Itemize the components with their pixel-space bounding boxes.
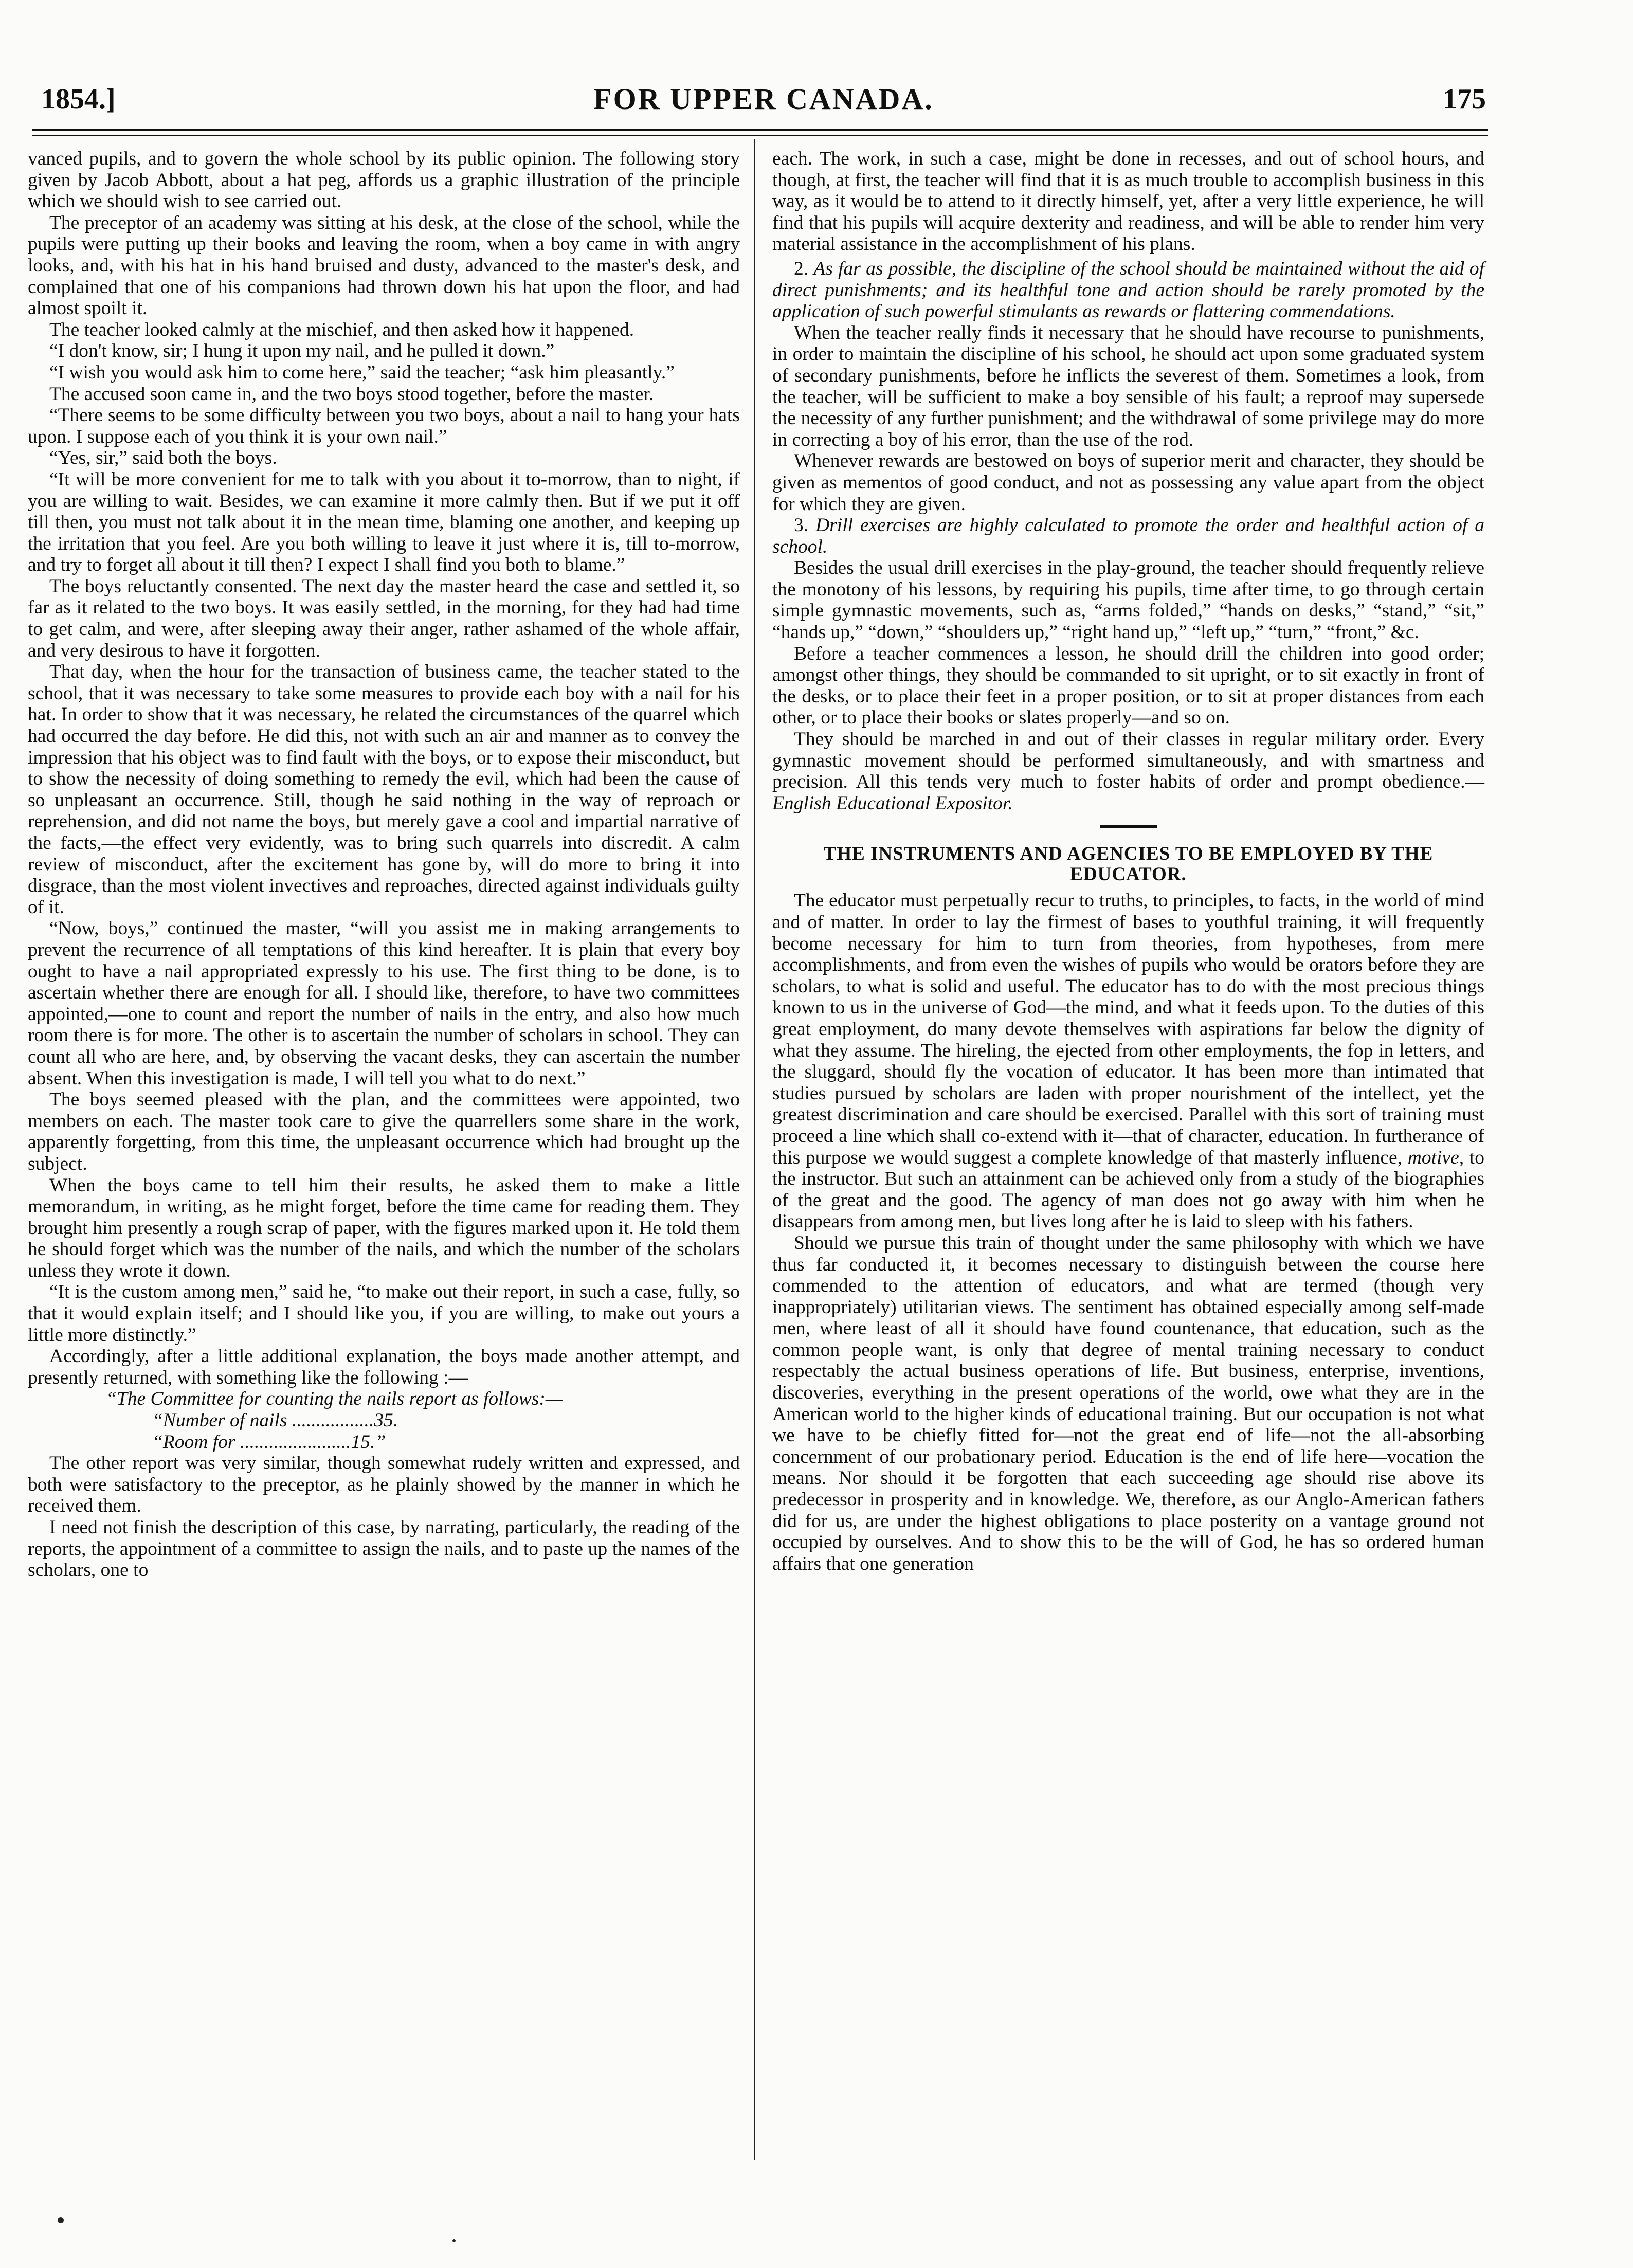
paragraph: vanced pupils, and to govern the whole school by its public opinion. The following story given by Jacob Abbott, about a hat peg, affords us a graphic illustration of the principle which we should wish to see carried out. [28,148,740,212]
paragraph: Besides the usual drill exercises in the play-ground, the teacher should frequently relieve the monotony of his lessons, by requiring his pupils, time after time, to go through certain simple gymnastic movements, such as, “arms folded,” “hands on desks,” “stand,” “sit,” “hands up,” “down,” “shoulders up,” “right hand up,” “left up,” “turn,” “front,” &c. [772,557,1484,643]
page-header [41,81,1486,122]
report-line: “Room for .......................15.” [152,1431,386,1453]
principle-number: 3. [794,515,809,536]
paragraph: The accused soon came in, and the two boys stood together, before the master. [49,383,654,405]
right-column [772,148,1484,1574]
paragraph: The preceptor of an academy was sitting at his desk, at the close of the school, while the pupils were putting up their books and leaving the room, when a boy came in with angry looks, and, with his hat in his hand bruised and dusty, advanced to the master's desk, and complained that one of his companions had thrown down his hat upon the floor, and had almost spoilt it. [28,212,740,319]
paragraph: “I don't know, sir; I hung it upon my nail, and he pulled it down.” [49,340,555,362]
header-rule [32,129,1488,131]
paragraph-text: The educator must perpetually recur to truths, to principles, to facts, in the world of mind and of matter. In order to lay the firmest of bases to youthful training, it will frequently become necessary for him to turn from theories, from hypotheses, from mere accomplishments, and from even the wishes of pupils who would be orators before they are scholars, to what is solid and useful. The educator has to do with the most precious things known to us in the universe of God—the mind, and what it feeds upon. To the duties of this great employment, do many devote themselves with aspirations far below the dignity of what they assume. The hireling, the ejected from other employments, the fop in letters, and the sluggard, should fly the vocation of educator. It has been more than intimated that studies pursued by scholars are laden with proper nourishment of the intellect, yet the greatest discrimination and care should be exercised. Parallel with this sort of training must proceed a line which shall co-extend with it—that of character, education. In furtherance of this purpose we would suggest a complete knowledge of that masterly influence, [772,890,1484,1168]
header-rule-thin [32,135,1488,136]
print-speck [58,2217,64,2223]
paragraph: That day, when the hour for the transaction of business came, the teacher stated to the school, that it was necessary to take some measures to provide each boy with a nail for his hat. In order to show that it was necessary, he related the circumstances of the quarrel which had occurred the day before. He did this, not with such an air and manner as to convey the impression that his object was to find fault with the boys, or to expose their misconduct, but to show the necessity of doing something to remedy the evil, which had been the cause of so unpleasant an occurrence. Still, though he said nothing in the way of reproach or reprehension, and did not name the boys, but merely gave a cool and impartial narrative of the facts,—the effect very evidently, was to bring such quarrels into discredit. A calm review of misconduct, after the excitement has gone by, will do more to bring it into disgrace, than the most violent invectives and reproaches, directed against individuals guilty of it. [28,661,740,918]
source-citation: English Educational Expositor. [772,792,1013,814]
header-page-number: 175 [1443,83,1486,115]
paragraph: Should we pursue this train of thought under the same philosophy with which we have thus far conducted it, it becomes necessary to distinguish between the course here commended to the attention of educators, and what are termed (though very inappropriately) utilitarian views. The sentiment has obtained especially among self-made men, where least of all it should have found countenance, that education, such as the common people want, is only that degree of mental training necessary to conduct respectably the actual business operations of life. But business, enterprise, inventions, discoveries, everything in the present operations of the world, owe what they are in the American world to the higher kinds of educational training. But our occupation is not what we have to be chiefly fitted for—not the great end of life—not the all-absorbing concernment of our probationary period. Education is the end of life here—vocation the means. Nor should it be forgotten that each succeeding age should rise above its predecessor in prosperity and in knowledge. We, therefore, as our Anglo-American fathers did for us, are under the highest obligations to place posterity on a vantage ground not occupied by ourselves. And to show this to be the will of God, he has so ordered human affairs that one generation [772,1232,1484,1574]
emphasis-word: motive, [1407,1147,1464,1168]
paragraph: “Yes, sir,” said both the boys. [49,447,277,469]
principle-text: Drill exercises are highly calculated to promote the order and healthful action of a school. [772,515,1485,557]
paragraph: “It is the custom among men,” said he, “to make out their report, in such a case, fully, so that it would explain itself; and I should like you, if you are willing, to make out yours a little more distinctly.” [28,1281,740,1346]
paragraph: “There seems to be some difficulty between you two boys, about a nail to hang your hats upon. I suppose each of you think it is your own nail.” [28,405,740,447]
principle-number: 2. [794,258,809,279]
paragraph: “Now, boys,” continued the master, “will you assist me in making arrangements to prevent the recurrence of all temptations of this kind hereafter. It is plain that every boy ought to have a nail appropriated expressly to his use. The first thing to be done, is to ascertain whether there are enough for all. I should like, therefore, to have two committees appointed,—one to count and report the number of nails in the entry, and also how much room there is for more. The other is to ascertain the number of scholars in school. They can count all who are here, and, by observing the vacant desks, they can ascertain the number absent. When this investigation is made, I will tell you what to do next.” [28,918,740,1089]
paragraph: The teacher looked calmly at the mischief, and then asked how it happened. [49,319,634,340]
paragraph: each. The work, in such a case, might be done in recesses, and out of school hours, and though, at first, the teacher will find that it is as much trouble to accomplish business in this way, as it would be to attend to it directly himself, yet, after a very little experience, he will find that his pupils will acquire dexterity and readiness, and will be able to render him very material assistance in the accomplishment of his plans. [772,148,1484,255]
paragraph: Before a teacher commences a lesson, he should drill the children into good order; amongst other things, they should be commanded to sit upright, or to sit exactly in front of the desks, or to place their feet in a proper position, or to sit at proper distances from each other, or to place their books or slates properly—and so on. [772,643,1484,729]
paragraph: Accordingly, after a little additional explanation, the boys made another attempt, and presently returned, with something like the following :— [28,1346,740,1388]
header-year: 1854.] [41,83,116,115]
paragraph: Whenever rewards are bestowed on boys of superior merit and character, they should be given as mementos of good conduct, and not as possessing any value apart from the object for which they are given. [772,450,1484,515]
print-speck [452,2239,456,2242]
paragraph-text: to the instructor. But such an attainment can be achieved only from a study of the biographies of the great and the good. The agency of man does not go away with him when he disappears from among men, but lives long after he is laid to sleep with his fathers. [772,1147,1485,1232]
section-title: THE INSTRUMENTS AND AGENCIES TO BE EMPLOYED BY THE EDUCATOR. [823,843,1434,885]
numbered-principle [772,515,1484,557]
paragraph: When the boys came to tell him their results, he asked them to make a little memorandum, in writing, as he might forget, before the time came for reading them. They brought him presently a rough scrap of paper, with the figures marked upon it. He told them he should forget which was the number of the nails, and which the number of the scholars unless they wrote it down. [28,1174,740,1281]
report-heading: “The Committee for counting the nails report as follows:— [106,1388,563,1410]
paragraph: The boys seemed pleased with the plan, and the committees were appointed, two members on each. The master took care to give the quarrellers some share in the work, apparently forgetting, from this time, the unpleasant occurrence which had brought up the subject. [28,1089,740,1174]
section-ornament [1100,825,1157,828]
paragraph: The other report was very similar, though somewhat rudely written and expressed, and both were satisfactory to the preceptor, as he plainly showed by the manner in which he received them. [28,1453,740,1517]
paragraph [772,890,1484,1232]
principle-text: As far as possible, the discipline of the school should be maintained without the aid of direct punishments; and its healthful tone and action should be rarely promoted by the application of such powerful stimulants as rewards or flattering commendations. [772,258,1485,322]
report-line: “Number of nails .................35. [152,1410,398,1431]
paragraph: When the teacher really finds it necessary that he should have recourse to punishments, in order to maintain the discipline of his school, he should act upon some graduated system of secondary punishments, before he inflicts the severest of them. Sometimes a look, from the teacher, will be sufficient to make a boy sensible of his fault; a reproof may supersede the necessity of any further punishment; and the withdrawal of some privilege may do more in correcting a boy of his error, than the use of the rod. [772,322,1484,450]
paragraph-text: They should be marched in and out of their classes in regular military order. Every gymnastic movement should be performed simultaneously, and with smartness and precision. All this tends very much to foster habits of order and prompt obedience.— [772,729,1484,793]
paragraph: I need not finish the description of this case, by narrating, particularly, the reading of the reports, the appointment of a committee to assign the nails, and to paste up the names of the scholars, one to [28,1517,740,1581]
paragraph: “It will be more convenient for me to talk with you about it to-morrow, than to night, if you are willing to wait. Besides, we can examine it more calmly then. But if we put it off till then, you must not talk about it in the mean time, blaming one another, and keeping up the irritation that you feel. Are you both willing to leave it just where it is, till to-morrow, and try to forget all about it till then? I expect I shall find you both to blame.” [28,468,740,576]
numbered-principle [772,258,1484,322]
paragraph: The boys reluctantly consented. The next day the master heard the case and settled it, so far as it related to the two boys. It was easily settled, in the morning, for they had had time to get calm, and were, after sleeping away their anger, rather ashamed of the whole affair, and very desirous to have it forgotten. [28,575,740,661]
column-divider [754,139,755,2160]
left-column [28,148,740,1581]
header-title: FOR UPPER CANADA. [593,82,934,116]
paragraph [772,729,1484,814]
paragraph: “I wish you would ask him to come here,” said the teacher; “ask him pleasantly.” [49,361,675,383]
